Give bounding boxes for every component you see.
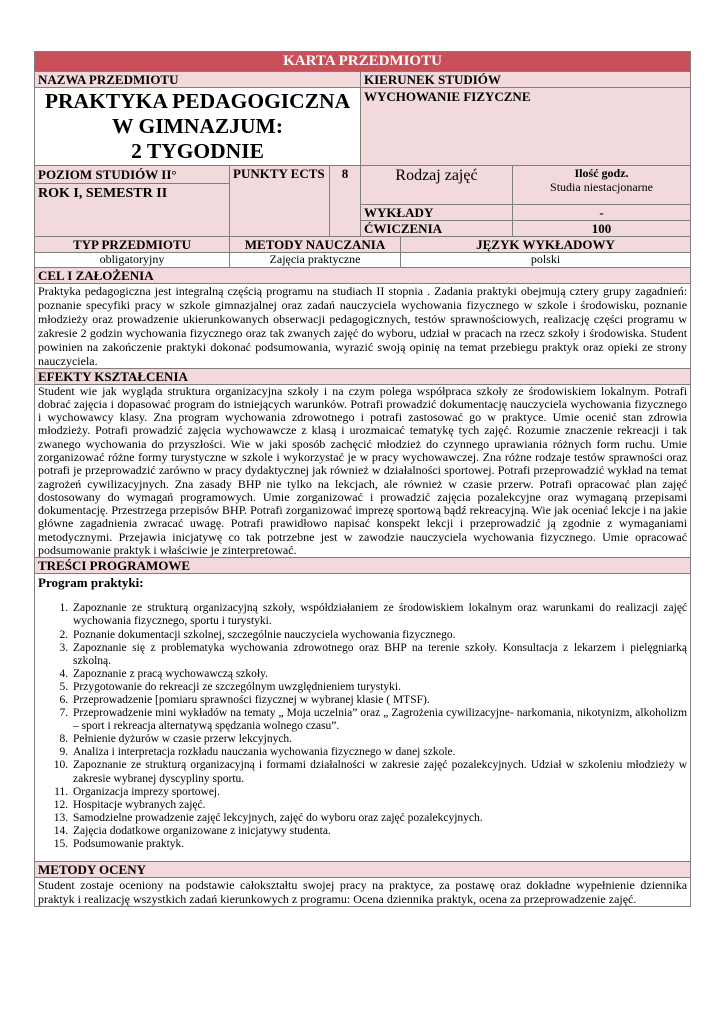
course-name-label: NAZWA PRZEDMIOTU bbox=[35, 72, 361, 88]
hours-label: Ilość godz. bbox=[574, 166, 629, 180]
field-value: WYCHOWANIE FIZYCZNE bbox=[361, 88, 691, 166]
program-item: 1. Zapoznanie ze strukturą organizacyjną szkoły, współdziałaniem ze środowiskiem lokalnym oraz warunkami do realizacji zajęć wychowania fizycznego, sportu i turystyki. bbox=[71, 602, 687, 628]
goals-text: Praktyka pedagogiczna jest integralną częścią programu na studiach II stopnia . Zadania praktyki obejmują cztery grupy zagadnień: poznanie specyfiki pracy w szkole gimnazjalnej oraz zadań nauczyciela wychowania fizycznego w szkole i środowisku, poznanie młodzieży oraz prowadzenie ukierunkowanych obserwacji pedagogicznych, testów sprawnościowych, realizację części programu w zakresie 2 godzin wychowania fizycznego oraz tak zwanych zajęć do wyboru, udział w pracach na rzecz szkoły i środowiska. Student powinien na zakończenie praktyki dokonać podsumowania, wyrazić swoją opinię na temat przebiegu praktyk oraz opieki ze strony nauczyciela. bbox=[35, 283, 691, 368]
class-type-label: Rodzaj zajęć bbox=[361, 166, 513, 205]
program-list bbox=[38, 602, 687, 851]
program-item: 14. Zajęcia dodatkowe organizowane z inicjatywy studenta. bbox=[71, 825, 687, 838]
lectures-label: WYKŁADY bbox=[361, 205, 513, 221]
exercises-value: 100 bbox=[513, 221, 691, 237]
type-label: TYP PRZEDMIOTU bbox=[35, 237, 230, 253]
program-item: 6. Przeprowadzenie [pomiaru sprawności fizycznej w wybranej klasie ( MTSF). bbox=[71, 694, 687, 707]
program-item: 7. Przeprowadzenie mini wykładów na tematy „ Moja uczelnia” oraz „ Zagrożenia cywilizacyjne- narkomania, nikotynizm, alkoholizm – sport i rekreacja alternatywą spędzania wolnego czasu”. bbox=[71, 707, 687, 733]
level-label: POZIOM STUDIÓW II° bbox=[35, 166, 229, 184]
lectures-value: - bbox=[513, 205, 691, 221]
program-item: 3. Zapoznanie się z problematyka wychowania zdrowotnego oraz BHP na terenie szkoły. Konsultacja z lekarzem i pielęgniarką szkolną. bbox=[71, 642, 687, 668]
course-name-line-3: 2 TYGODNIE bbox=[131, 139, 264, 163]
program-item: 2. Poznanie dokumentacji szkolnej, szczególnie nauczyciela wychowania fizycznego. bbox=[71, 629, 687, 642]
year-value: ROK I, SEMESTR II bbox=[38, 186, 168, 201]
program-item: 10. Zapoznanie ze strukturą organizacyjną i formami działalności w zakresie zajęć pozalekcyjnych. Udział w szkoleniu młodzieży w zakresie wybranej dyscypliny sportu. bbox=[71, 759, 687, 785]
program-item: 12. Hospitacje wybranych zajęć. bbox=[71, 799, 687, 812]
assessment-text: Student zostaje oceniony na podstawie całokształtu swojej pracy na praktyce, za postawę oraz dokładne wypełnienie dziennika praktyk i realizację wszystkich zadań kierunkowych z programu: Ocena dziennika praktyk, ocena za przeprowadzenie zajęć. bbox=[35, 878, 691, 907]
program-item: 9. Analiza i interpretacja rozkładu nauczania wychowania fizycznego w danej szkole. bbox=[71, 746, 687, 759]
course-name-line-1: PRAKTYKA PEDAGOGICZNA bbox=[44, 89, 351, 113]
program-title: Program praktyki: bbox=[38, 575, 144, 591]
hours-cell bbox=[513, 166, 691, 205]
field-label: KIERUNEK STUDIÓW bbox=[361, 72, 691, 88]
program-cell bbox=[35, 574, 691, 862]
program-item: 13. Samodzielne prowadzenie zajęć lekcyjnych, zajęć do wyboru oraz zajęć pozalekcyjnych. bbox=[71, 812, 687, 825]
program-item: 5. Przygotowanie do rekreacji ze szczególnym uwzględnieniem turystyki. bbox=[71, 681, 687, 694]
exercises-label: ĆWICZENIA bbox=[361, 221, 513, 237]
level-cell bbox=[35, 166, 230, 237]
effects-text: Student wie jak wygląda struktura organizacyjna szkoły i na czym polega współpraca szkoły ze środowiskiem lokalnym. Potrafi dobrać zajęcia i dopasować program do istniejących warunków. Potrafi prowadzić dokumentację nauczyciela wychowania fizycznego i wychowawcy klasy. Zna program wychowania zdrowotnego i potrafi zastosować go w praktyce. Umie ocenić stan zdrowia młodzieży. Potrafi prowadzić zajęcia wychowawcze z klasą i urozmaicać tematykę tych zajęć. Rozumie znaczenie rekreacji i tak zwanego wychowania do przyszłości. Wie w jaki sposób zachęcić młodzież do czynnego uprawiania różnych form ruchu. Umie zorganizować różne formy turystyczne w szkole i wykorzystać je w pracy wychowawczej. Zna różne rodzaje testów sprawności oraz potrafi je przeprowadzić zarówno w pracy dydaktycznej jak również w działalności sportowej. Potrafi przeprowadzić wykład na temat zagrożeń cywilizacyjnych. Zna zasady BHP nie tylko na lekcjach, ale również w czasie przerw. Potrafi opracować plan zajęć dostosowany do wymagań programowych. Umie zorganizować i prowadzić zajęcia pozalekcyjne oraz wymaganą przepisami dokumentację. Przestrzega przepisów BHP. Potrafi zorganizować imprezę sportową bądź rekreacyjną. Wie jak oceniać lekcje i na jakie główne zagadnienia zwracać uwagę. Potrafi prawidłowo napisać konspekt lekcji i przeprowadzić ją zgodnie z wymaganiami metodycznymi. Przejawia inicjatywę co tak potrzebne jest w zawodzie nauczyciela wychowania fizycznego. Umie opracować podsumowanie praktyk i właściwie je zinterpretować. bbox=[35, 384, 691, 558]
program-item: 11. Organizacja imprezy sportowej. bbox=[71, 786, 687, 799]
goals-label: CEL I ZAŁOŻENIA bbox=[35, 267, 691, 283]
course-card bbox=[34, 51, 690, 907]
methods-value: Zajęcia praktyczne bbox=[230, 253, 401, 268]
methods-label: METODY NAUCZANIA bbox=[230, 237, 401, 253]
content-label: TREŚCI PROGRAMOWE bbox=[35, 558, 691, 574]
course-name-line-2: W GIMNAZJUM: bbox=[112, 114, 283, 138]
language-label: JĘZYK WYKŁADOWY bbox=[401, 237, 691, 253]
program-item: 8. Pełnienie dyżurów w czasie przerw lekcyjnych. bbox=[71, 733, 687, 746]
ects-value: 8 bbox=[330, 166, 361, 237]
language-value: polski bbox=[401, 253, 691, 268]
effects-label: EFEKTY KSZTAŁCENIA bbox=[35, 368, 691, 384]
course-card-table bbox=[34, 51, 691, 907]
type-value: obligatoryjny bbox=[35, 253, 230, 268]
program-item: 15. Podsumowanie praktyk. bbox=[71, 838, 687, 851]
course-name bbox=[35, 88, 361, 166]
card-title: KARTA PRZEDMIOTU bbox=[35, 52, 691, 72]
program-item: 4. Zapoznanie z pracą wychowawczą szkoły. bbox=[71, 668, 687, 681]
ects-label: PUNKTY ECTS bbox=[230, 166, 330, 237]
assessment-label: METODY OCENY bbox=[35, 862, 691, 878]
hours-mode: Studia niestacjonarne bbox=[550, 180, 653, 194]
